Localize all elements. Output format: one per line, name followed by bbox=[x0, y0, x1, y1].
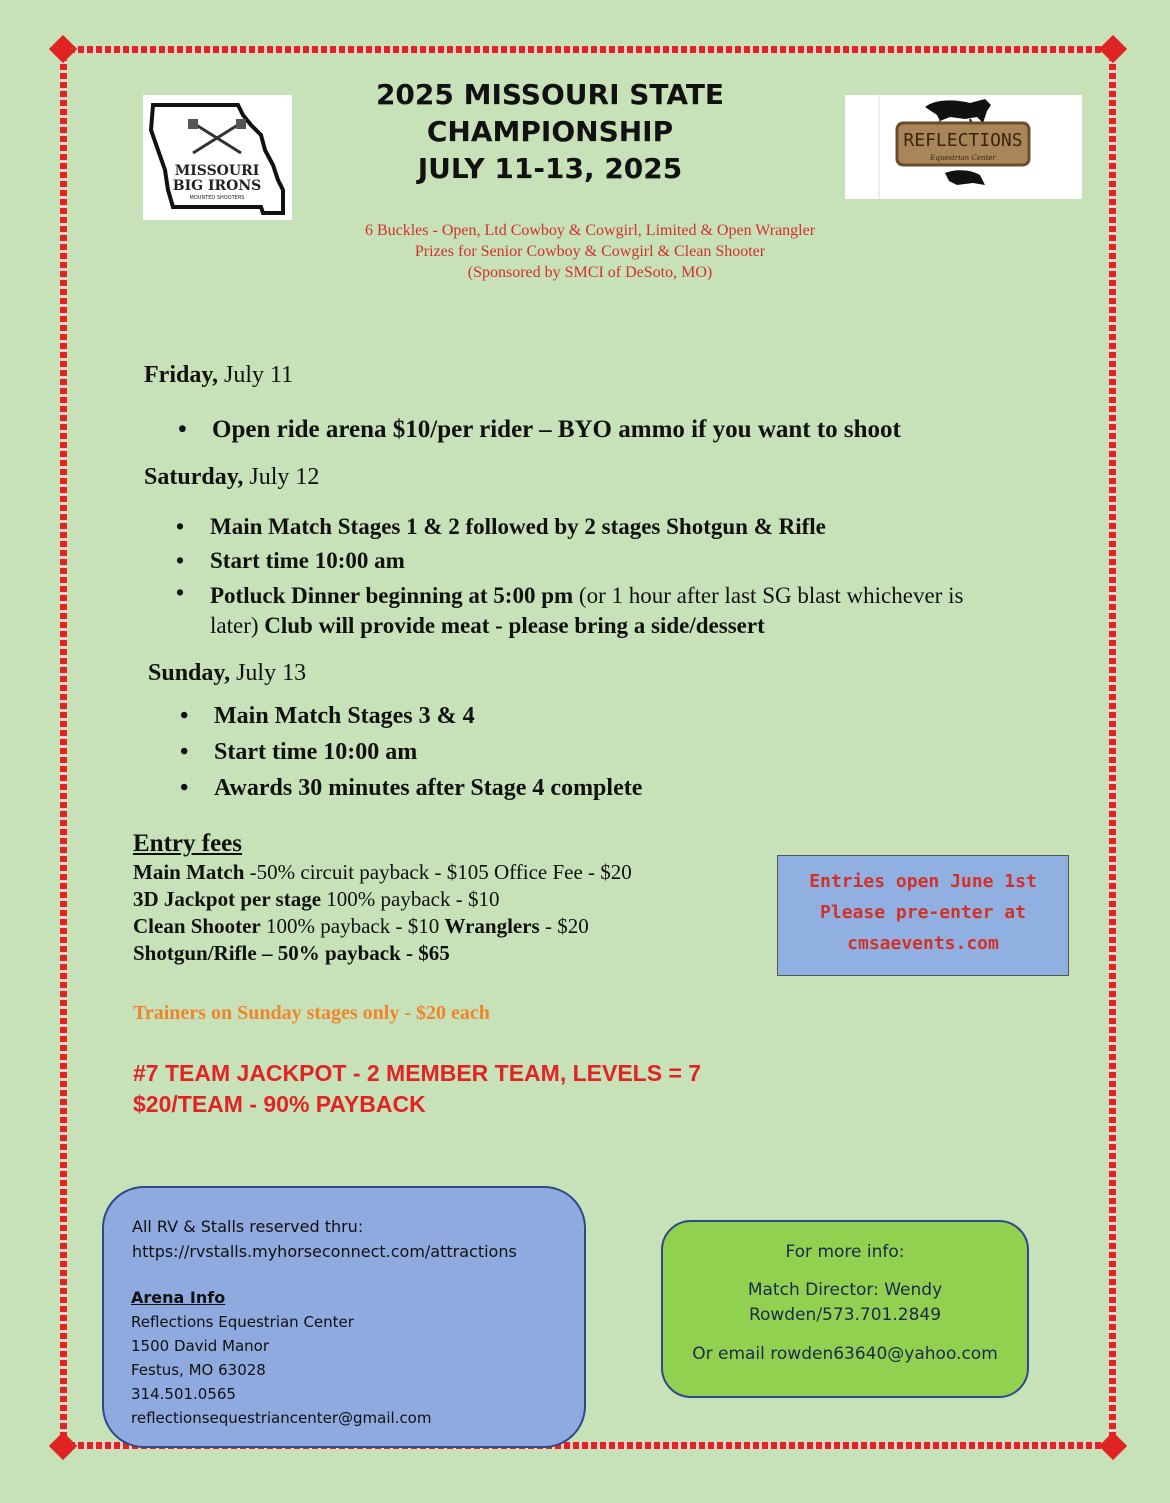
director-email-link[interactable]: Or email rowden63640@yahoo.com bbox=[692, 1344, 998, 1364]
page-title bbox=[330, 76, 770, 187]
trainers-note: Trainers on Sunday stages only - $20 each bbox=[133, 1002, 490, 1024]
list-item: • Start time 10:00 am bbox=[180, 734, 980, 770]
title-line-3: JULY 11-13, 2025 bbox=[417, 152, 683, 185]
friday-heading: Friday, July 11 bbox=[144, 362, 294, 388]
arena-phone[interactable]: 314.501.0565 bbox=[131, 1385, 236, 1403]
more-info-box: For more info: Match Director: Wendy Rowden/573.701.2849 Or email rowden63640@yahoo.com bbox=[661, 1220, 1029, 1398]
subtitle-line-2: Prizes for Senior Cowboy & Cowgirl & Clean Shooter bbox=[414, 243, 766, 260]
rv-stalls-link[interactable]: https://rvstalls.myhorseconnect.com/attractions bbox=[132, 1242, 517, 1261]
fee-row: 3D Jackpot per stage 100% payback - $10 bbox=[133, 887, 500, 911]
friday-list bbox=[178, 413, 1038, 447]
svg-text:BIG IRONS: BIG IRONS bbox=[172, 178, 262, 194]
corner-ornament-icon bbox=[49, 1432, 77, 1460]
cmsaevents-link[interactable]: cmsaevents.com bbox=[847, 933, 999, 954]
list-item: • Main Match Stages 3 & 4 bbox=[180, 698, 980, 734]
missouri-big-irons-logo bbox=[143, 95, 292, 220]
entries-open-box: Entries open June 1st Please pre-enter at cmsaevents.com bbox=[777, 855, 1069, 976]
list-item: • Awards 30 minutes after Stage 4 complete bbox=[180, 770, 980, 806]
corner-ornament-icon bbox=[1099, 35, 1127, 63]
title-line-1: 2025 MISSOURI STATE bbox=[375, 78, 725, 111]
horse-sign-icon bbox=[845, 95, 1082, 199]
team-jackpot bbox=[133, 1058, 701, 1120]
title-line-2: CHAMPIONSHIP bbox=[426, 115, 674, 148]
arena-info-heading: Arena Info bbox=[131, 1288, 226, 1307]
svg-text:REFLECTIONS: REFLECTIONS bbox=[903, 130, 1023, 151]
fee-row: Main Match -50% circuit payback - $105 Office Fee - $20 bbox=[133, 860, 632, 884]
team-jackpot-line-2: $20/TEAM - 90% PAYBACK bbox=[133, 1091, 426, 1117]
svg-text:MISSOURI: MISSOURI bbox=[174, 163, 260, 179]
arena-email-link[interactable]: reflectionsequestriancenter@gmail.com bbox=[131, 1409, 432, 1427]
entry-fees-heading: Entry fees bbox=[133, 830, 242, 857]
saturday-heading: Saturday, July 12 bbox=[144, 464, 320, 490]
subtitle-line-3: (Sponsored by SMCI of DeSoto, MO) bbox=[467, 264, 713, 281]
sunday-heading: Sunday, July 13 bbox=[148, 660, 307, 686]
entry-fees bbox=[133, 830, 632, 967]
svg-text:MOUNTED SHOOTERS: MOUNTED SHOOTERS bbox=[189, 195, 245, 201]
buckles-subtitle bbox=[250, 220, 930, 283]
svg-text:Equestrian Center: Equestrian Center bbox=[930, 154, 996, 162]
list-item: • Potluck Dinner beginning at 5:00 pm (or 1 hour after last SG blast whichever is later) Club will provide meat - please bring a side/dessert bbox=[176, 578, 976, 641]
list-item: • Open ride arena $10/per rider – BYO ammo if you want to shoot bbox=[178, 413, 1038, 447]
list-item: • Main Match Stages 1 & 2 followed by 2 stages Shotgun & Rifle bbox=[176, 510, 976, 544]
reflections-logo bbox=[845, 95, 1082, 199]
subtitle-line-1: 6 Buckles - Open, Ltd Cowboy & Cowgirl, Limited & Open Wrangler bbox=[364, 222, 816, 239]
team-jackpot-line-1: #7 TEAM JACKPOT - 2 MEMBER TEAM, LEVELS = 7 bbox=[133, 1060, 702, 1086]
saturday-list bbox=[176, 510, 976, 641]
fee-row: Clean Shooter 100% payback - $10 Wranglers - $20 bbox=[133, 914, 589, 938]
fee-row: Shotgun/Rifle – 50% payback - $65 bbox=[133, 941, 450, 965]
rv-stalls-box: All RV & Stalls reserved thru: https://rvstalls.myhorseconnect.com/attractions Arena Info Reflections Equestrian Center 1500 David Manor Festus, MO 63028 314.501.0565 reflectionsequestriancenter@gmail.com bbox=[102, 1186, 586, 1448]
director-phone[interactable]: Rowden/573.701.2849 bbox=[748, 1305, 942, 1325]
list-item: • Start time 10:00 am bbox=[176, 544, 976, 578]
corner-ornament-icon bbox=[49, 35, 77, 63]
missouri-state-outline-icon bbox=[143, 95, 292, 220]
corner-ornament-icon bbox=[1099, 1432, 1127, 1460]
sunday-list bbox=[180, 698, 980, 806]
